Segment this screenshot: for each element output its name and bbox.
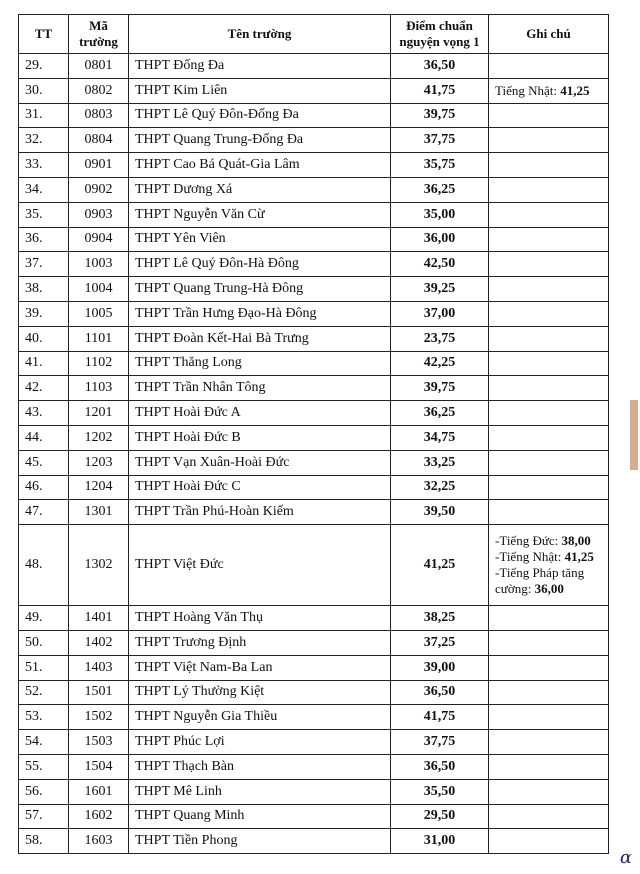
- school-name: THPT Phúc Lợi: [129, 730, 391, 755]
- header-school-name: Tên trường: [129, 15, 391, 54]
- note-cell: [489, 500, 609, 525]
- table-row: [19, 202, 609, 227]
- note-cell: [489, 630, 609, 655]
- row-number: 46.: [19, 475, 69, 500]
- row-number: 54.: [19, 730, 69, 755]
- table-row: [19, 730, 609, 755]
- row-number: 42.: [19, 376, 69, 401]
- row-number: 33.: [19, 153, 69, 178]
- cutoff-score: 35,50: [391, 779, 489, 804]
- row-number: 41.: [19, 351, 69, 376]
- school-code: 1102: [69, 351, 129, 376]
- table-row: [19, 103, 609, 128]
- header-school-code: [69, 15, 129, 54]
- table-row: [19, 804, 609, 829]
- school-name: THPT Hoài Đức B: [129, 425, 391, 450]
- row-number: 31.: [19, 103, 69, 128]
- note-value: 38,00: [561, 533, 591, 549]
- school-name: THPT Trần Nhân Tông: [129, 376, 391, 401]
- row-number: 57.: [19, 804, 69, 829]
- header-code-line1: Mã: [89, 18, 108, 33]
- table-body: [19, 54, 609, 854]
- note-cell: [489, 475, 609, 500]
- row-number: 43.: [19, 401, 69, 426]
- cutoff-score: 37,75: [391, 730, 489, 755]
- cutoff-score: 36,25: [391, 401, 489, 426]
- note-label: -Tiếng Pháp tăng cường:: [495, 565, 585, 597]
- school-name: THPT Thăng Long: [129, 351, 391, 376]
- cutoff-score: 41,75: [391, 705, 489, 730]
- school-code: 1103: [69, 376, 129, 401]
- row-number: 50.: [19, 630, 69, 655]
- cutoff-score: 35,00: [391, 202, 489, 227]
- school-code: 1302: [69, 525, 129, 606]
- table-row: [19, 401, 609, 426]
- table-row: [19, 705, 609, 730]
- school-code: 1402: [69, 630, 129, 655]
- table-row: [19, 829, 609, 854]
- row-number: 39.: [19, 301, 69, 326]
- school-code: 1004: [69, 277, 129, 302]
- row-number: 56.: [19, 779, 69, 804]
- note-value: 36,00: [534, 581, 564, 597]
- table-row: [19, 779, 609, 804]
- cutoff-score: 42,50: [391, 252, 489, 277]
- school-name: THPT Quang Trung-Hà Đông: [129, 277, 391, 302]
- school-code: 1503: [69, 730, 129, 755]
- cutoff-score: 36,50: [391, 54, 489, 79]
- school-code: 1601: [69, 779, 129, 804]
- note-cell: [489, 425, 609, 450]
- school-code: 1203: [69, 450, 129, 475]
- school-code: 0802: [69, 78, 129, 103]
- cutoff-score: 35,75: [391, 153, 489, 178]
- row-number: 53.: [19, 705, 69, 730]
- note-cell: [489, 277, 609, 302]
- school-code: 1003: [69, 252, 129, 277]
- note-value: 41,25: [564, 549, 594, 565]
- note-cell: [489, 655, 609, 680]
- cutoff-score: 36,50: [391, 680, 489, 705]
- table-row: [19, 227, 609, 252]
- cutoff-score: 36,50: [391, 754, 489, 779]
- row-number: 55.: [19, 754, 69, 779]
- row-number: 58.: [19, 829, 69, 854]
- school-name: THPT Trương Định: [129, 630, 391, 655]
- cutoff-score: 36,25: [391, 177, 489, 202]
- cutoff-score: 31,00: [391, 829, 489, 854]
- table-row: [19, 450, 609, 475]
- school-code: 0801: [69, 54, 129, 79]
- note-cell: [489, 401, 609, 426]
- scan-edge-mark: [630, 400, 638, 470]
- school-code: 1501: [69, 680, 129, 705]
- signature-mark: ɑ: [619, 847, 632, 868]
- table-row: [19, 78, 609, 103]
- school-code: 0901: [69, 153, 129, 178]
- table-row: [19, 128, 609, 153]
- admission-score-table: [18, 14, 609, 854]
- row-number: 32.: [19, 128, 69, 153]
- school-code: 0803: [69, 103, 129, 128]
- school-code: 1101: [69, 326, 129, 351]
- table-row: [19, 500, 609, 525]
- row-number: 38.: [19, 277, 69, 302]
- table-row: [19, 630, 609, 655]
- note-cell: [489, 754, 609, 779]
- school-name: THPT Lý Thường Kiệt: [129, 680, 391, 705]
- school-name: THPT Kim Liên: [129, 78, 391, 103]
- header-note: Ghi chú: [489, 15, 609, 54]
- table-row: [19, 301, 609, 326]
- cutoff-score: 37,00: [391, 301, 489, 326]
- school-name: THPT Nguyễn Gia Thiều: [129, 705, 391, 730]
- school-name: THPT Yên Viên: [129, 227, 391, 252]
- school-name: THPT Vạn Xuân-Hoài Đức: [129, 450, 391, 475]
- note-value: 41,25: [560, 82, 590, 98]
- cutoff-score: 42,25: [391, 351, 489, 376]
- note-cell: [489, 227, 609, 252]
- note-cell: [489, 78, 609, 103]
- note-cell: [489, 351, 609, 376]
- cutoff-score: 41,25: [391, 525, 489, 606]
- school-name: THPT Quang Minh: [129, 804, 391, 829]
- cutoff-score: 34,75: [391, 425, 489, 450]
- cutoff-score: 39,75: [391, 103, 489, 128]
- school-name: THPT Lê Quý Đôn-Hà Đông: [129, 252, 391, 277]
- cutoff-score: 41,75: [391, 78, 489, 103]
- school-code: 1005: [69, 301, 129, 326]
- note-cell: [489, 804, 609, 829]
- note-cell: [489, 301, 609, 326]
- header-tt: TT: [19, 15, 69, 54]
- table-row: [19, 351, 609, 376]
- school-name: THPT Hoài Đức A: [129, 401, 391, 426]
- row-number: 35.: [19, 202, 69, 227]
- row-number: 44.: [19, 425, 69, 450]
- school-code: 1204: [69, 475, 129, 500]
- note-line: [495, 565, 602, 597]
- row-number: 36.: [19, 227, 69, 252]
- school-code: 0902: [69, 177, 129, 202]
- cutoff-score: 37,25: [391, 630, 489, 655]
- cutoff-score: 29,50: [391, 804, 489, 829]
- table-row: [19, 525, 609, 606]
- note-cell: [489, 376, 609, 401]
- header-code-line2: trường: [79, 34, 118, 49]
- school-name: THPT Hoài Đức C: [129, 475, 391, 500]
- school-code: 0903: [69, 202, 129, 227]
- school-code: 1602: [69, 804, 129, 829]
- note-cell: [489, 54, 609, 79]
- note-cell: [489, 153, 609, 178]
- table-row: [19, 277, 609, 302]
- school-name: THPT Đoàn Kết-Hai Bà Trưng: [129, 326, 391, 351]
- table-row: [19, 326, 609, 351]
- table-row: [19, 153, 609, 178]
- table-row: [19, 425, 609, 450]
- row-number: 30.: [19, 78, 69, 103]
- row-number: 49.: [19, 606, 69, 631]
- school-code: 1202: [69, 425, 129, 450]
- note-cell: [489, 829, 609, 854]
- note-line: [495, 549, 602, 565]
- school-name: THPT Hoàng Văn Thụ: [129, 606, 391, 631]
- row-number: 40.: [19, 326, 69, 351]
- school-name: THPT Trần Phú-Hoàn Kiếm: [129, 500, 391, 525]
- school-code: 1201: [69, 401, 129, 426]
- school-code: 1401: [69, 606, 129, 631]
- cutoff-score: 37,75: [391, 128, 489, 153]
- school-code: 0904: [69, 227, 129, 252]
- school-code: 1603: [69, 829, 129, 854]
- school-name: THPT Việt Nam-Ba Lan: [129, 655, 391, 680]
- school-name: THPT Quang Trung-Đống Đa: [129, 128, 391, 153]
- cutoff-score: 32,25: [391, 475, 489, 500]
- row-number: 48.: [19, 525, 69, 606]
- row-number: 47.: [19, 500, 69, 525]
- row-number: 52.: [19, 680, 69, 705]
- school-name: THPT Tiền Phong: [129, 829, 391, 854]
- header-score-line2: nguyện vọng 1: [399, 34, 480, 49]
- school-code: 0804: [69, 128, 129, 153]
- table-row: [19, 252, 609, 277]
- school-name: THPT Đống Đa: [129, 54, 391, 79]
- cutoff-score: 36,00: [391, 227, 489, 252]
- cutoff-score: 33,25: [391, 450, 489, 475]
- table-row: [19, 376, 609, 401]
- note-cell: [489, 705, 609, 730]
- table-row: [19, 655, 609, 680]
- note-label: -Tiếng Đức:: [495, 533, 562, 549]
- cutoff-score: 23,75: [391, 326, 489, 351]
- table-header-row: [19, 15, 609, 54]
- school-code: 1403: [69, 655, 129, 680]
- school-code: 1301: [69, 500, 129, 525]
- school-name: THPT Cao Bá Quát-Gia Lâm: [129, 153, 391, 178]
- row-number: 34.: [19, 177, 69, 202]
- school-code: 1504: [69, 754, 129, 779]
- row-number: 51.: [19, 655, 69, 680]
- note-cell: [489, 202, 609, 227]
- school-name: THPT Việt Đức: [129, 525, 391, 606]
- note-cell: [489, 128, 609, 153]
- row-number: 37.: [19, 252, 69, 277]
- cutoff-score: 39,00: [391, 655, 489, 680]
- note-cell: [489, 177, 609, 202]
- note-cell: [489, 606, 609, 631]
- note-line: [495, 533, 602, 549]
- school-name: THPT Mê Linh: [129, 779, 391, 804]
- cutoff-score: 38,25: [391, 606, 489, 631]
- note-cell: [489, 252, 609, 277]
- school-name: THPT Thạch Bàn: [129, 754, 391, 779]
- row-number: 29.: [19, 54, 69, 79]
- school-name: THPT Lê Quý Đôn-Đống Đa: [129, 103, 391, 128]
- cutoff-score: 39,75: [391, 376, 489, 401]
- note-label: Tiếng Nhật:: [495, 82, 561, 98]
- note-cell: [489, 779, 609, 804]
- school-name: THPT Nguyễn Văn Cừ: [129, 202, 391, 227]
- note-cell: [489, 103, 609, 128]
- note-cell: [489, 730, 609, 755]
- note-cell: [489, 525, 609, 606]
- table-row: [19, 475, 609, 500]
- note-cell: [489, 450, 609, 475]
- school-name: THPT Trần Hưng Đạo-Hà Đông: [129, 301, 391, 326]
- note-cell: [489, 680, 609, 705]
- table-row: [19, 606, 609, 631]
- table-row: [19, 680, 609, 705]
- note-label: -Tiếng Nhật:: [495, 549, 565, 565]
- school-code: 1502: [69, 705, 129, 730]
- school-name: THPT Dương Xá: [129, 177, 391, 202]
- cutoff-score: 39,25: [391, 277, 489, 302]
- table-row: [19, 177, 609, 202]
- row-number: 45.: [19, 450, 69, 475]
- table-row: [19, 54, 609, 79]
- header-score: [391, 15, 489, 54]
- cutoff-score: 39,50: [391, 500, 489, 525]
- note-cell: [489, 326, 609, 351]
- table-row: [19, 754, 609, 779]
- header-score-line1: Điểm chuẩn: [406, 18, 473, 33]
